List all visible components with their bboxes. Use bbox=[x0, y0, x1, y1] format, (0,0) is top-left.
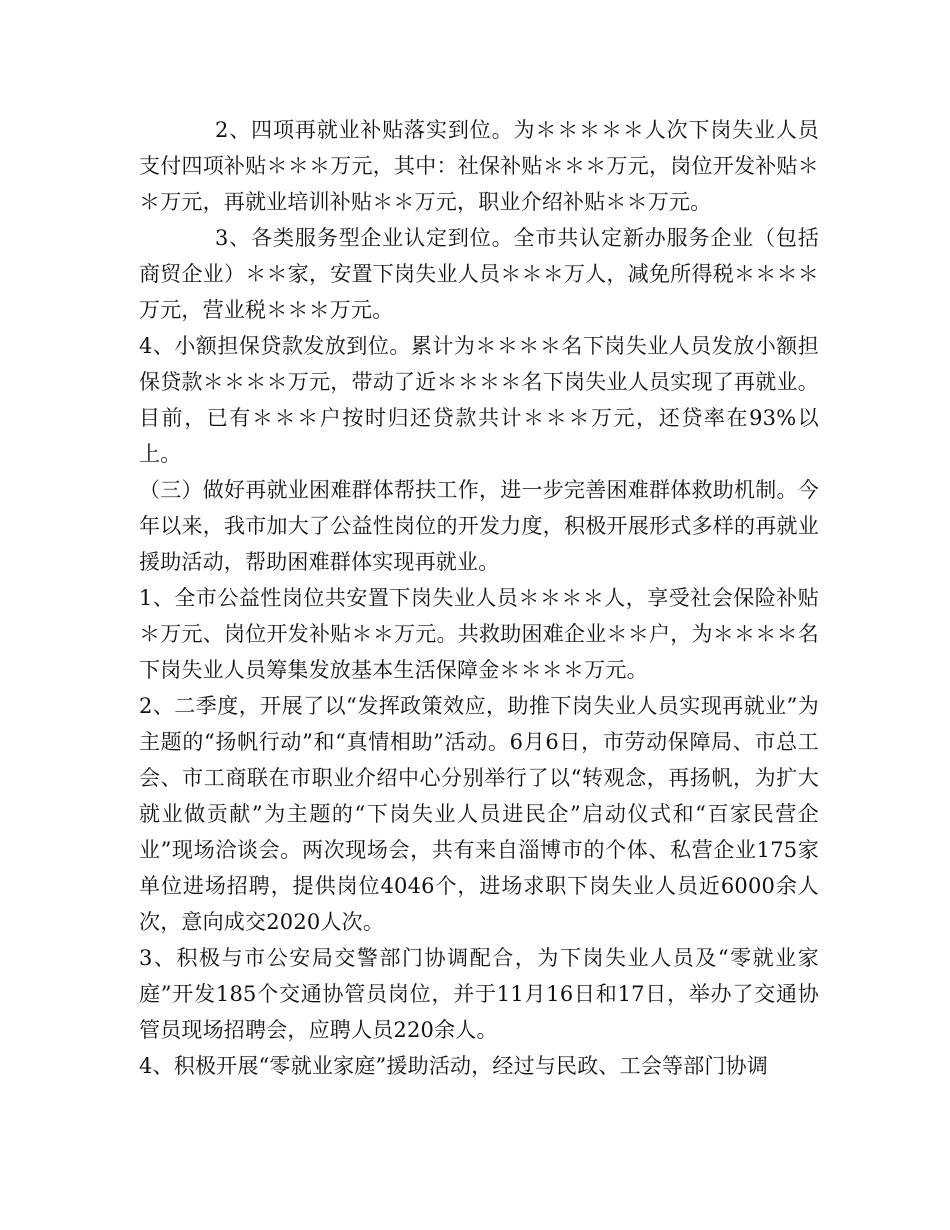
paragraph-service-enterprise: 3、各类服务型企业认定到位。全市共认定新办服务企业（包括商贸企业）＊＊家，安置下岗失业人员＊＊＊万人，减免所得税＊＊＊＊万元，营业税＊＊＊万元。 bbox=[139, 226, 819, 322]
paragraph-zero-employment: 4、积极开展“零就业家庭”援助活动，经过与民政、工会等部门协调 bbox=[139, 1054, 769, 1078]
document-body bbox=[139, 112, 819, 1084]
paragraph-small-loan: 4、小额担保贷款发放到位。累计为＊＊＊＊名下岗失业人员发放小额担保贷款＊＊＊＊万元，带动了近＊＊＊＊名下岗失业人员实现了再就业。目前，已有＊＊＊户按时归还贷款共计＊＊＊万元，还贷率在93%以上。 bbox=[139, 334, 819, 466]
paragraph-section-three-heading: （三）做好再就业困难群体帮扶工作，进一步完善困难群体救助机制。今年以来，我市加大了公益性岗位的开发力度，积极开展形式多样的再就业援助活动，帮助困难群体实现再就业。 bbox=[139, 478, 819, 574]
paragraph-traffic-assistants: 3、积极与市公安局交警部门协调配合，为下岗失业人员及“零就业家庭”开发185个交通协管员岗位，并于11月16日和17日，举办了交通协管员现场招聘会，应聘人员220余人。 bbox=[139, 946, 819, 1042]
paragraph-subsidy: 2、四项再就业补贴落实到位。为＊＊＊＊＊人次下岗失业人员支付四项补贴＊＊＊万元，其中：社保补贴＊＊＊万元，岗位开发补贴＊＊万元，再就业培训补贴＊＊万元，职业介绍补贴＊＊万元。 bbox=[139, 118, 819, 214]
paragraph-public-welfare-jobs: 1、全市公益性岗位共安置下岗失业人员＊＊＊＊人，享受社会保险补贴＊万元、岗位开发补贴＊＊万元。共救助困难企业＊＊户，为＊＊＊＊名下岗失业人员筹集发放基本生活保障金＊＊＊＊万元。 bbox=[139, 586, 819, 682]
paragraph-second-quarter: 2、二季度，开展了以“发挥政策效应，助推下岗失业人员实现再就业”为主题的“扬帆行动”和“真情相助”活动。6月6日，市劳动保障局、市总工会、市工商联在市职业介绍中心分别举行了以“转观念，再扬帆，为扩大就业做贡献”为主题的“下岗失业人员进民企”启动仪式和“百家民营企业”现场洽谈会。两次现场会，共有来自淄博市的个体、私营企业175家单位进场招聘，提供岗位4046个，进场求职下岗失业人员近6000余人次，意向成交2020人次。 bbox=[139, 694, 819, 934]
